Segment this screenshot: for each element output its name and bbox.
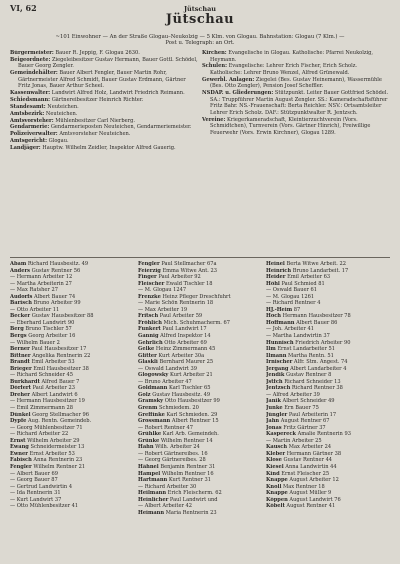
resident-details: Paul Arbeiter 59 [158, 313, 203, 320]
resident-surname: Ilm [266, 346, 276, 353]
entry-label: Schiedsmann: [10, 97, 51, 104]
resident-details: Fritz Gärtner 37 [281, 424, 326, 431]
resident-details: Anna Rentnerin 23 [31, 457, 83, 464]
resident-surname: Höhl [266, 280, 280, 287]
officials-column [10, 50, 198, 256]
entry-label: Bürgermeister: [10, 50, 54, 56]
resident-surname: Dypfe [10, 418, 27, 425]
resident-details: Wilhelm Rentner 14 [159, 437, 213, 444]
resident-surname: Ewang [10, 444, 29, 451]
resident-details: Richard Hausbesitz. 49 [26, 261, 89, 267]
resident-details: Kurt Rentner 31 [167, 477, 211, 484]
directory-entry [202, 117, 390, 137]
resident-surname: Gramsky [138, 398, 164, 405]
resident-details: Emil Arbeiter 53 [29, 359, 75, 366]
resident-surname: Fengler [10, 463, 32, 470]
resident-details: Benjamin Rentner 31 [158, 463, 216, 470]
resident-surname: HJ.-Heim [266, 306, 293, 313]
resident-surname: Funkert [138, 326, 161, 333]
directory-entry [10, 145, 198, 152]
resident-surname: Gannig [138, 333, 159, 340]
resident-details: Emil Hausbesitzer 38 [31, 365, 89, 372]
resident-details: Paul Schmied 81 [279, 280, 325, 287]
entry-text: Evangelische: Lehrer Erich Fischer, Erich Scholz. Katholische: Lehrer Bruno Wenzel, Alfred Grünewald. [210, 63, 358, 76]
resident-details: — Alfred Arbeiter 39 [266, 391, 320, 398]
resident-details: — Joh. Arbeiter 41 [266, 326, 314, 333]
directory-entry [202, 77, 390, 90]
resident-surname: Dreher [10, 391, 30, 398]
resident-details: Georg Arbeiter 16 [26, 333, 76, 340]
entry-label: Schulen: [202, 63, 227, 70]
resident-details: — Gertrud Landwirtin 4 [10, 483, 73, 490]
resident-details: Otto Arbeiter 69 [162, 339, 207, 346]
resident-surname: Köbelt [266, 503, 285, 510]
resident-details: — Emil Zimmermann 28 [10, 405, 73, 412]
resident-surname: Junke [266, 405, 283, 412]
resident-details: Anna Landwirtin 44 [283, 463, 337, 470]
resident-surname: Jahn [266, 418, 280, 425]
resident-details: Paul Landwirt 17 [160, 326, 207, 333]
resident-details: Kurt Arbeiter 30a [156, 352, 205, 359]
resident-surname: Grossmann [138, 418, 171, 425]
resident-details: Paul Hausbesitzer 17 [29, 346, 87, 353]
resident-details: — Albert Bauer 69 [10, 470, 59, 477]
resident-surname: Kleber [266, 450, 286, 457]
resident-details: Ewald Tischler 18 [164, 280, 213, 287]
resident-details: August Arbeiter 12 [287, 477, 339, 484]
entry-label: Polizeiverwalter: [10, 131, 58, 138]
directory-entry [10, 131, 198, 138]
resident-surname: Ewner [10, 450, 28, 457]
resident-surname: Jüngler [266, 411, 288, 418]
resident-details: Berta Witwe Arbeit. 22 [284, 261, 346, 267]
resident-details: — Otto Arbeiter 11 [10, 306, 60, 313]
entry-text: Evangelische in Glogau. Katholische: Pfarrei Neukolzig, Heymann. [210, 50, 374, 63]
resident-details: Albert Bauer 86 [294, 319, 338, 326]
resident-details: Paul Landwirt und [168, 496, 218, 503]
resident-details: August Rentner 67 [279, 418, 330, 425]
resident-details: — Martha Arbeiterin 27 [10, 280, 72, 287]
resident-surname: Ilmann [266, 352, 287, 359]
resident-surname: Knappe [266, 477, 288, 484]
entry-text: Landwirt Alfred Holz, Landwirt Friedrich Reimann. [50, 90, 185, 97]
resident-details: Richard Rentner 38 [290, 385, 343, 392]
resident-surname: Dörfert [10, 385, 31, 392]
directory-entry [10, 97, 198, 104]
resident-details: Amalie Rentnerin 93 [295, 431, 351, 438]
resident-surname: Kausch [266, 444, 288, 451]
resident-details: — Ida Rentnerin 31 [10, 490, 61, 497]
section-divider [10, 257, 390, 258]
resident-surname: Klose [266, 457, 282, 464]
resident-details: — Hermann Hausbesitzer 19 [10, 398, 85, 405]
resident-surname: Knappe [266, 490, 288, 497]
resident-surname: Jergang [266, 365, 289, 372]
entry-text: Glogau. [47, 138, 69, 145]
resident-details: — Wilhelm Bauer 2 [10, 339, 60, 346]
resident-details: — M. Glogau 1261 [266, 293, 315, 300]
resident-entry [10, 503, 135, 510]
entry-label: Amtsgericht: [10, 138, 48, 145]
resident-details: — Robert Gärtnereibes. 16 [138, 450, 208, 457]
resident-details: Max Arbeiter 24 [287, 444, 332, 451]
resident-surname: Finger [138, 274, 157, 281]
resident-surname: Kiesel [266, 463, 284, 470]
directory-entry [10, 138, 198, 145]
resident-surname: Fabisch [10, 457, 32, 464]
resident-details: Albert Rentner 15 [170, 418, 219, 425]
resident-surname: Gelke [138, 346, 155, 353]
page-reference: VI, 62 [10, 3, 37, 13]
resident-details: Gustav Hausbesitz. 49 [150, 391, 211, 398]
resident-surname: Köppen [266, 496, 288, 503]
resident-details: — Robert Rentner 47 [138, 424, 193, 431]
entry-text: Kriegerkameradschaft, Kleintierzuchtverein (Vors. Schmidtchen), Turnverein (Vors. Gärtner Hinrich), Freiwillige Feuerwehr (Vors. Erwin Kirchner), Glogau 1289. [210, 116, 371, 136]
resident-surname: Jonas [266, 424, 282, 431]
resident-details: Alfred Bauer 7 [39, 378, 80, 385]
resident-surname: Brieger [10, 365, 32, 372]
entry-label: Kirchen: [202, 50, 227, 56]
resident-details: Albert Landwirt 6 [29, 391, 78, 398]
resident-surname: Fengler [138, 261, 160, 267]
resident-details: — Hermann Arbeiter 12 [10, 274, 73, 281]
resident-details: Ern Bauer 75 [282, 405, 319, 412]
resident-surname: Greffinke [138, 411, 165, 418]
resident-surname: Heinlicher [138, 496, 169, 503]
entry-text: Mühlenbesitzer Carl Nierberg. [53, 117, 135, 124]
entry-text: Gärtnereibesitzer Heinrich Richter. [50, 97, 144, 104]
resident-details: — Martha Landwirtin 37 [266, 333, 330, 340]
resident-surname: Hähnel [138, 463, 159, 470]
resident-details: August Müller 9 [287, 490, 332, 497]
entry-label: Amtsvorsteher: [10, 117, 54, 124]
resident-details: Ernst Landarbeiter 51 [275, 346, 335, 353]
resident-surname: Grünke [138, 437, 160, 444]
entry-text: Gendarmerieposten Neuteichen, Gendarmeriemeister. [49, 124, 192, 131]
resident-details: Wilh. Arbeiter 24 [153, 444, 200, 451]
resident-surname: Barisch [10, 300, 32, 307]
resident-surname: Abam [10, 261, 27, 267]
resident-details: Alfred Inspektor 14 [158, 333, 211, 340]
resident-surname: Jentzsch [266, 385, 291, 392]
entry-text: Hauptw. Wilhelm Zeidler, Inspektor Alfred Gauerig. [40, 144, 176, 151]
directory-entry [10, 104, 198, 111]
directory-entry [10, 118, 198, 125]
resident-surname: Goldmann [138, 385, 168, 392]
institutions-column [202, 50, 390, 256]
entry-text: Amtsvorsteher Neuteichen. [57, 131, 131, 138]
resident-details: Wilhelm Rentner 21 [31, 463, 86, 470]
resident-surname: Dünkel [10, 411, 31, 418]
resident-details: Karl Tischler 65 [167, 385, 211, 392]
entry-label: NSDAP. u. Gliederungen: [202, 90, 274, 97]
resident-entry [266, 503, 391, 510]
directory-entry [10, 111, 198, 118]
resident-details: Otto Hausbesitzer 99 [163, 398, 220, 405]
resident-details: Bernhard Maurer 25 [157, 359, 214, 366]
resident-surname: Fritsch [138, 313, 159, 320]
entry-label: Vereine: [202, 116, 226, 123]
resident-details: Hermann Hausbesitzer 78 [281, 313, 351, 320]
resident-entry [138, 510, 263, 517]
directory-entry [202, 50, 390, 63]
entry-text: Neuteichen. [45, 103, 79, 110]
resident-details: Wilhelm Arbeiter 29 [25, 437, 80, 444]
resident-surname: Jstfch [266, 378, 283, 385]
resident-details: Bruno Arbeiter 99 [31, 300, 81, 307]
resident-details: Ernst Arbeiter 53 [27, 450, 75, 457]
resident-surname: Bittner [10, 352, 31, 359]
resident-surname: Feierzig [138, 267, 161, 274]
directory-entry [10, 90, 198, 97]
resident-details: Wilhelm Rentner 16 [160, 470, 214, 477]
resident-details: Gustav Hausbesitzer 88 [30, 313, 94, 320]
resident-details: Paul Arbeiter 23 [30, 385, 75, 392]
resident-details: Erich Fleischerm. 62 [166, 490, 222, 497]
entry-text: Ziegelei (Bes. Gustav Heinemann), Wassermühle (Bes. Otto Zengler), Pension Josef Scheffler. [210, 76, 382, 90]
resident-surname: Heimann [138, 509, 165, 516]
resident-surname: Heider [266, 274, 286, 281]
entry-label: Amtsbezirk: [10, 110, 45, 117]
resident-details: — Richard Rentner 4 [266, 300, 321, 307]
resident-details: Albert Schneider 49 [280, 398, 335, 405]
resident-surname: Golz [138, 391, 151, 398]
resident-details: Heinz Pfleger Dreschfuhrt [160, 293, 231, 300]
resident-details: 87 [292, 306, 301, 313]
resident-details: — Georg Mühlenbesitzer 71 [10, 424, 83, 431]
resident-surname: Hampel [138, 470, 161, 477]
resident-details: — Georg Bauer 87 [10, 477, 58, 484]
resident-details: Karl Arb. Gemeindeh. [161, 431, 219, 438]
resident-surname: Janik [266, 398, 281, 405]
resident-details: Bruno Landarbeit. 17 [291, 267, 349, 274]
resident-details: Schmiedem. 20 [157, 405, 199, 412]
resident-details: — Georg Gärtnereibes. 28 [138, 457, 206, 464]
resident-surname: Knoll [266, 483, 282, 490]
directory-entry [10, 50, 198, 57]
resident-details: Albert Bauer 74 [32, 293, 76, 300]
resident-details: Gustav Rentner 8 [284, 372, 332, 379]
resident-details: Gustav Rentner 56 [30, 267, 81, 274]
resident-surname: Fleischer [138, 280, 165, 287]
entry-label: Kassenwalter: [10, 90, 51, 97]
directory-entry [10, 124, 198, 131]
resident-surname: Becker [10, 313, 31, 320]
resident-surname: Frenzke [138, 293, 161, 300]
entry-text: Bauer Albert Fengler, Bauer Martin Rohr, Gärtnermeister Alfred Schmidt, Bauer Gustav Erdmann, Gärtner Fritz Jonas, Bauer Arthur Scheel. [18, 70, 186, 90]
resident-details: Gustav Rentner 44 [281, 457, 333, 464]
resident-details: Max Rentner 18 [281, 483, 325, 490]
resident-details: — Max Arbeiter 19 [138, 306, 188, 313]
resident-details: Richard Schneider 13 [282, 378, 341, 385]
resident-details: — Max Ratsher 27 [10, 287, 58, 294]
resident-details: Karl Schmieden. 29 [164, 411, 218, 418]
intro-paragraph: ~101 Einwohner — An der Straße Glogau–Neukolzig — 5 Klm. von Glogau. Bahnstation: Glogau (7 Klm.) — Post u. Telegraph: an Ort. [55, 34, 345, 47]
resident-surname: Heinrich [266, 267, 292, 274]
entry-label: Beigeordnete: [10, 56, 51, 63]
resident-details: Georg Stellmacher 96 [30, 411, 89, 418]
resident-details: — Richard Arbeiter 30 [138, 483, 197, 490]
resident-details: — Kurt Landwirt 37 [10, 496, 62, 503]
resident-details: Emil Arbeiter 63 [285, 274, 331, 281]
resident-surname: Glaskli [138, 359, 158, 366]
resident-details: Angelika Rentnerin 22 [30, 352, 91, 359]
resident-surname: Kind [266, 470, 280, 477]
entry-label: Gendarmerie: [10, 124, 50, 131]
resident-surname: Brandt [10, 359, 30, 366]
resident-details: Mich. Schuhmacherm. 67 [162, 319, 231, 326]
directory-entry [10, 70, 198, 90]
resident-surname: Ernst [10, 437, 26, 444]
resident-surname: Burkhardt [10, 378, 40, 385]
resident-details: Albert Landarbeiter 4 [288, 365, 347, 372]
resident-surname: Irnischer [266, 359, 293, 366]
resident-details: — Albert Arbeiter 42 [138, 503, 193, 510]
resident-details: Paul Arbeiter 92 [156, 274, 201, 281]
resident-details: Friedrich Arbeiter 90 [293, 339, 351, 346]
entry-text: Stützpunkt. Leiter Bauer Gottfried Schödel. SA.: Truppführer Martin August Zengler. SS.: Kameradschaftsführer Fritz Bahr. NS.-Frauenschaft: Berta Reichler. NSV.: Ortsamtsleiter Lehrer Erich Scholz. DAF.: Stützpunktwalter R. Jentzsch. [210, 90, 389, 116]
running-head: Jütschau [183, 5, 217, 13]
directory-entry [202, 63, 390, 76]
entry-label: Gewerbl. Anlagen: [202, 76, 255, 83]
resident-details: — Richard Schneider 45 [10, 372, 74, 379]
entry-label: Standesamt: [10, 103, 46, 110]
resident-surname: Hoch [266, 313, 282, 320]
residents-column-2 [138, 261, 263, 559]
resident-details: Paul Stellmacher 67a [159, 261, 217, 267]
resident-surname: Glitter [138, 352, 157, 359]
resident-details: Emma Witwe Ant. 23 [160, 267, 218, 274]
resident-details: — Martin Arbeiter 25 [266, 437, 322, 444]
resident-details: Heinz Zimmermann 45 [154, 346, 216, 353]
resident-details: Hermann Gärtner 38 [285, 450, 342, 457]
resident-details: Kurt Arbeiter 21 [168, 372, 213, 379]
resident-surname: Bergs [10, 333, 27, 340]
resident-details: Martha Rentn. 51 [286, 352, 334, 359]
resident-details: — Richard Arbeiter 22 [10, 431, 69, 438]
resident-surname: Hartmann [138, 477, 168, 484]
resident-details: — M. Glogau 1247 [138, 287, 187, 294]
resident-surname: Kaspereck [266, 431, 296, 438]
resident-details: Aug. Rentn. Gemeindeb. [26, 418, 92, 425]
directory-entry [202, 90, 390, 116]
resident-surname: Jendik [266, 372, 285, 379]
resident-surname: Anders [10, 267, 31, 274]
resident-details: Paul Arbeiterin 17 [287, 411, 337, 418]
resident-details: August Landwirt 76 [287, 496, 341, 503]
resident-surname: Audorfs [10, 293, 33, 300]
resident-surname: Grenm [138, 405, 158, 412]
resident-details: — Eberhard Landwirt 90 [10, 319, 75, 326]
residents-column-1 [10, 261, 135, 559]
resident-details: Maria Rentnerin 23 [164, 509, 217, 516]
residents-column-3 [266, 261, 391, 559]
resident-surname: Heilmann [138, 490, 167, 497]
entry-text: Neuteichen. [44, 110, 78, 117]
resident-surname: Hahn [138, 444, 154, 451]
resident-surname: Hoffmann [266, 319, 295, 326]
entry-label: Gemeindehälter: [10, 70, 58, 77]
resident-details: Schneidermeister 13 [28, 444, 85, 451]
entry-label: Landjäger: [10, 144, 41, 151]
resident-details: — Bruno Arbeiter 47 [138, 378, 192, 385]
resident-surname: Hunnisch [266, 339, 294, 346]
resident-details: — Otto Mühlenbesitzer 41 [10, 503, 79, 510]
resident-details: — Oswald Bauer 61 [266, 287, 318, 294]
resident-details: Bruno Tischler 57 [23, 326, 72, 333]
resident-details: Alfr. Stm. Angest. 74 [292, 359, 348, 366]
resident-surname: Heinel [266, 261, 285, 267]
resident-surname: Fröhlich [138, 319, 162, 326]
resident-details: — Oswald Landwirt 39 [138, 365, 197, 372]
page-title: Jütschau [165, 12, 235, 27]
resident-surname: Glogowsky [138, 372, 169, 379]
resident-surname: Gehrlich [138, 339, 163, 346]
resident-surname: Berg [10, 326, 24, 333]
directory-entry [10, 57, 198, 70]
resident-surname: Berner [10, 346, 30, 353]
entry-text: Ziegeleibesitzer Gustav Hermann, Bauer Gottl. Schödel, Bauer Georg Zengler. [18, 56, 198, 70]
resident-details: Ernst Fleischer 25 [279, 470, 330, 477]
resident-details: — Marie Schön Rentnerin 18 [138, 300, 214, 307]
entry-text: Bauer R. Jeppig, F. Glogau 2630. [53, 50, 140, 56]
resident-surname: Grühlke [138, 431, 162, 438]
resident-details: August Rentner 41 [284, 503, 336, 510]
